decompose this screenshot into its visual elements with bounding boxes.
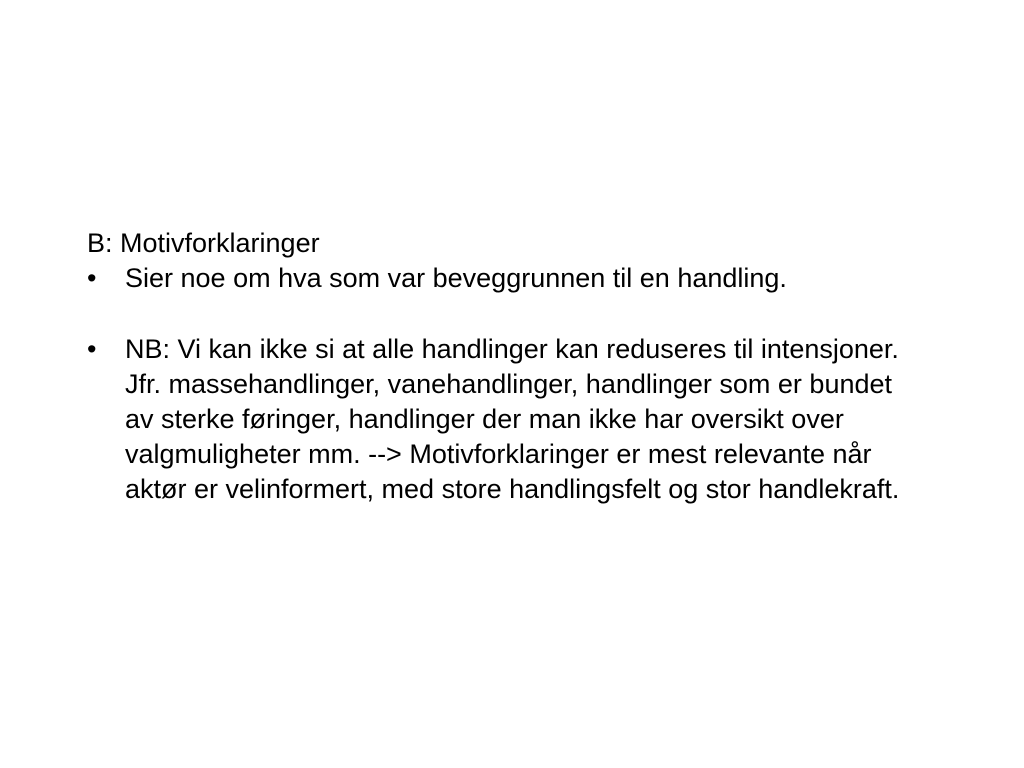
slide-content bbox=[87, 226, 947, 507]
bullet-marker: • bbox=[87, 263, 97, 293]
bullet-text: NB: Vi kan ikke si at alle handlinger kan reduseres til intensjoner. Jfr. massehandlinger, vanehandlinger, handlinger som er bundet av sterke føringer, handlinger der man ikke har oversikt over valgmuligheter mm. --> Motivforklaringer er mest relevante når aktør er velinformert, med store handlingsfelt og stor handlekraft. bbox=[125, 334, 900, 504]
bullet-list bbox=[87, 261, 947, 507]
bullet-marker: • bbox=[87, 334, 97, 364]
bullet-text: Sier noe om hva som var beveggrunnen til en handling. bbox=[125, 263, 787, 293]
slide-heading: B: Motivforklaringer bbox=[87, 228, 320, 258]
bullet-item-motive bbox=[87, 261, 947, 296]
bullet-item-note bbox=[87, 332, 947, 507]
